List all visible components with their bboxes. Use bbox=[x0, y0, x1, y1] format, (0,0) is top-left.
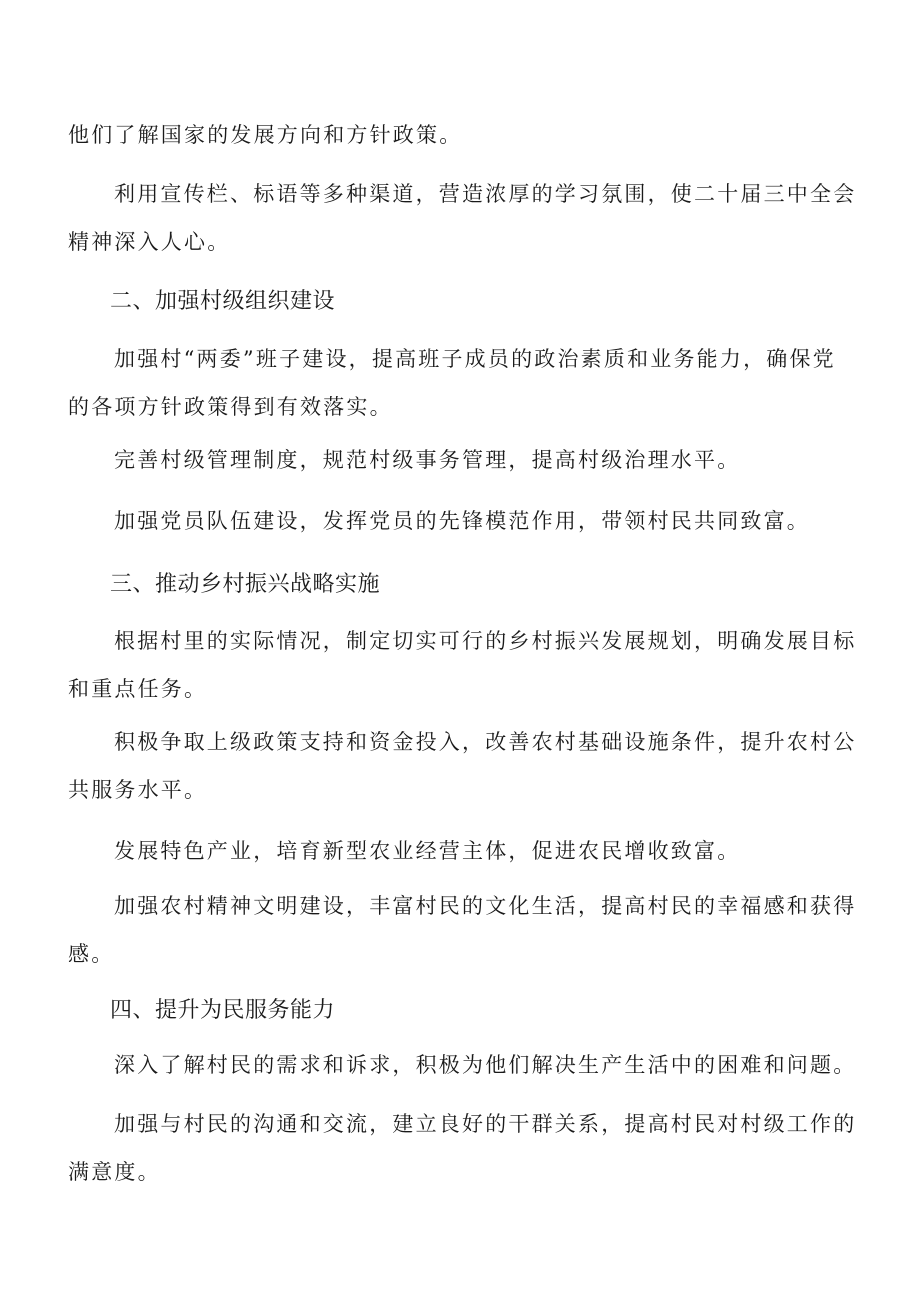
paragraph: 加强与村民的沟通和交流，建立良好的干群关系，提高村民对村级工作的满意度。 bbox=[68, 1112, 857, 1184]
paragraph: 根据村里的实际情况，制定切实可行的乡村振兴发展规划，明确发展目标和重点任务。 bbox=[68, 629, 857, 701]
paragraph: 加强党员队伍建设，发挥党员的先锋模范作用，带领村民共同致富。 bbox=[114, 509, 810, 533]
paragraph: 利用宣传栏、标语等多种渠道，营造浓厚的学习氛围，使二十届三中全会精神深入人心。 bbox=[68, 182, 857, 254]
section-heading-2: 二、加强村级组织建设 bbox=[110, 289, 336, 314]
paragraph: 他们了解国家的发展方向和方针政策。 bbox=[68, 123, 463, 147]
section-heading-3: 三、推动乡村振兴战略实施 bbox=[110, 572, 381, 597]
section-heading-4: 四、提升为民服务能力 bbox=[110, 998, 336, 1023]
paragraph: 完善村级管理制度，规范村级事务管理，提高村级治理水平。 bbox=[114, 448, 741, 472]
paragraph: 积极争取上级政策支持和资金投入，改善农村基础设施条件，提升农村公共服务水平。 bbox=[68, 730, 857, 802]
paragraph: 加强农村精神文明建设，丰富村民的文化生活，提高村民的幸福感和获得感。 bbox=[68, 894, 857, 966]
paragraph: 加强村“两委”班子建设，提高班子成员的政治素质和业务能力，确保党的各项方针政策得到有效落实。 bbox=[68, 347, 836, 419]
paragraph: 发展特色产业，培育新型农业经营主体，促进农民增收致富。 bbox=[114, 839, 741, 863]
paragraph: 深入了解村民的需求和诉求，积极为他们解决生产生活中的困难和问题。 bbox=[114, 1053, 857, 1077]
